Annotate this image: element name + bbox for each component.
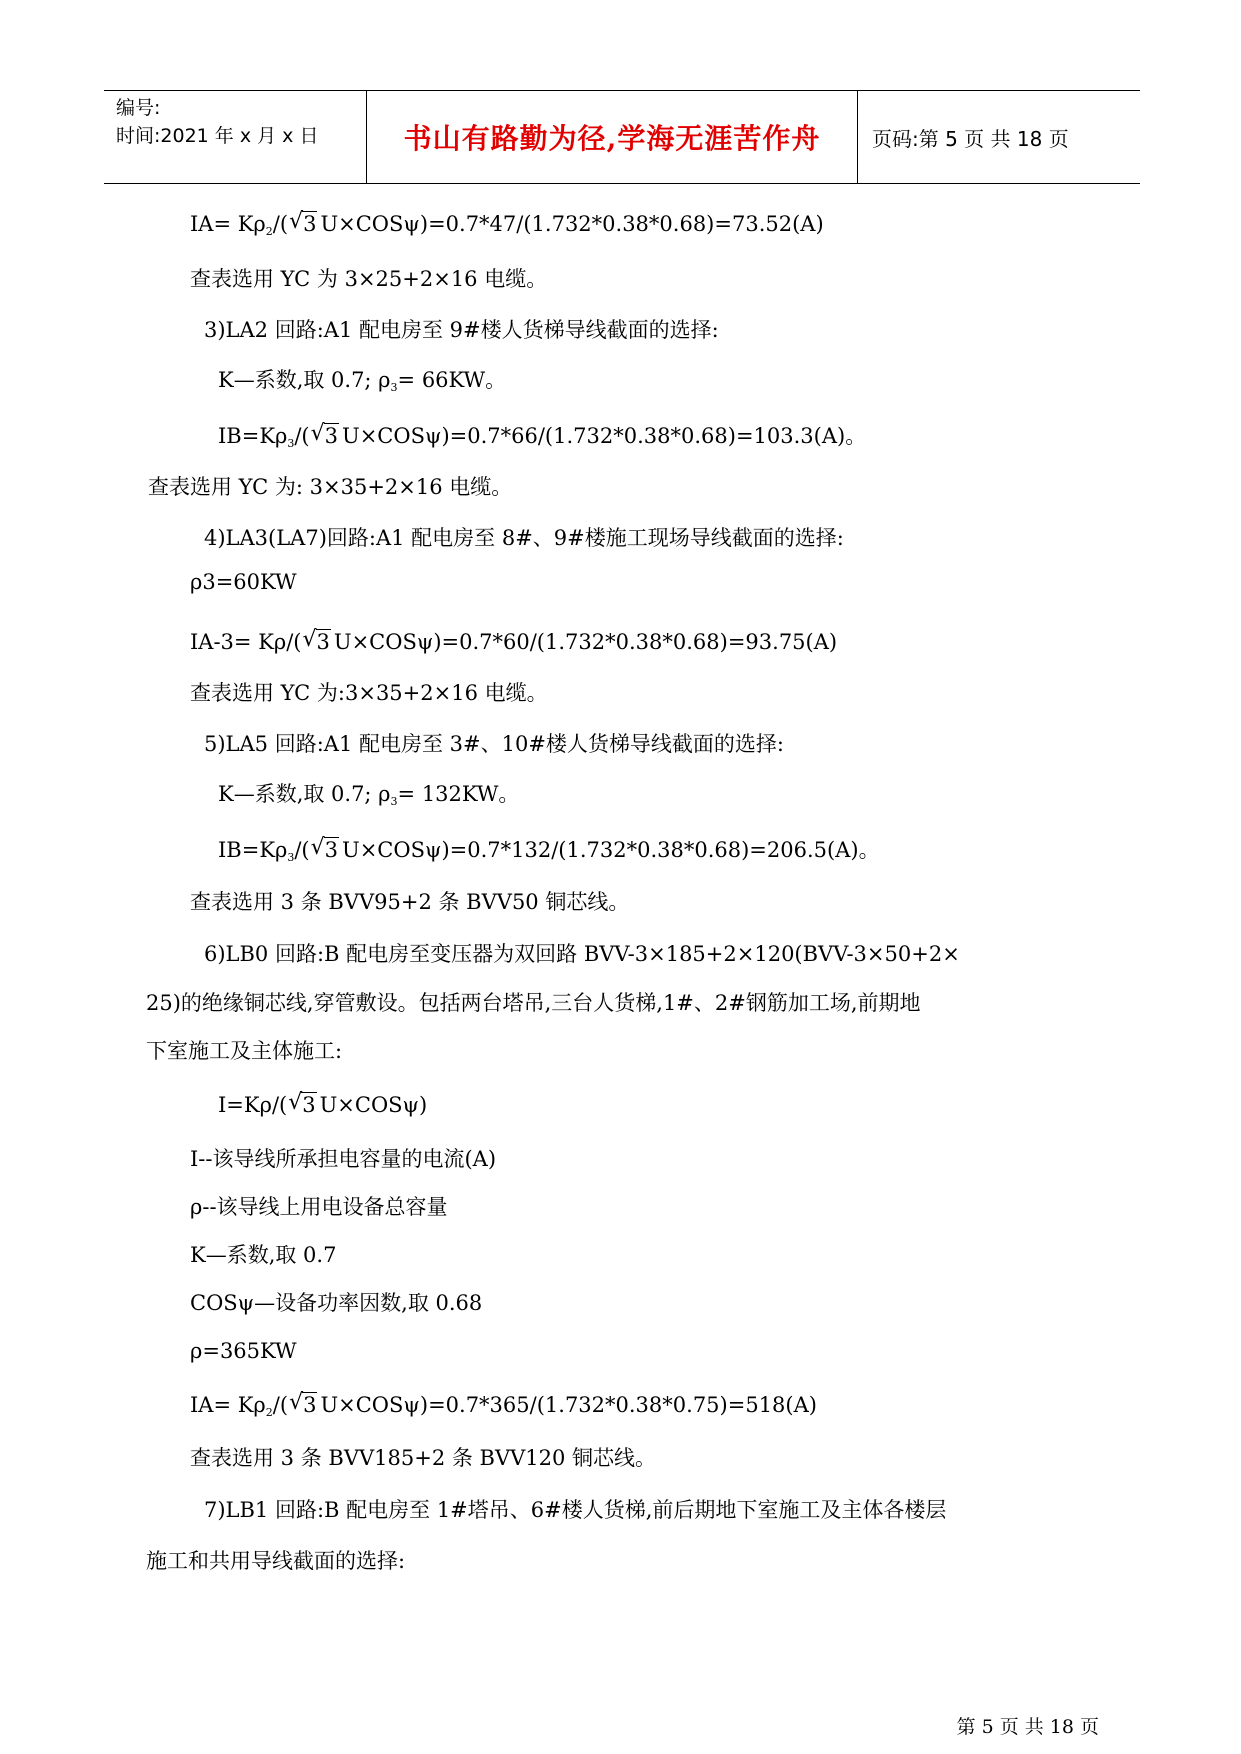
page-header — [104, 90, 1140, 184]
text-line: COSψ—设备功率因数,取 0.68 — [190, 1291, 483, 1315]
text-line: 4)LA3(LA7)回路:A1 配电房至 8#、9#楼施工现场导线截面的选择: — [204, 526, 844, 550]
page-footer: 第 5 页 共 18 页 — [956, 1716, 1099, 1738]
header-meta-cell — [104, 91, 367, 183]
text-line: 查表选用 YC 为 3×25+2×16 电缆。 — [190, 267, 548, 291]
text-line: $IB=K\rho_3/(√$ 3 U×COSψ)=0.7*66/(1.732*0.38*0.68)=103.3(A)。 — [218, 422, 866, 458]
text-line: 6)LB0 回路:B 配电房至变压器为双回路 BVV-3×185+2×120(BVV-3×50+2× — [204, 942, 960, 966]
text-line: 查表选用 3 条 BVV185+2 条 BVV120 铜芯线。 — [190, 1446, 657, 1470]
square-root-symbol: √ 3 — [305, 628, 331, 656]
text-line: IA-3= Kρ/(√ 3 U×COSψ)=0.7*60/(1.732*0.38*0.68)=93.75(A) — [190, 628, 837, 656]
text-line: 7)LB1 回路:B 配电房至 1#塔吊、6#楼人货梯,前后期地下室施工及主体各楼层 — [204, 1498, 947, 1522]
text-line: K—系数,取 0.7; $\rho_3= 66KW$。 — [218, 368, 507, 394]
document-number-label: 编号: — [116, 97, 161, 119]
header-motto-cell — [367, 91, 858, 183]
text-line: 施工和共用导线截面的选择: — [146, 1549, 406, 1573]
text-line: ρ--该导线上用电设备总容量 — [190, 1195, 448, 1219]
text-line: $IA= K\rho_2/(√$ 3 U×COSψ)=0.7*47/(1.732*0.38*0.68)=73.52(A) — [190, 210, 824, 246]
text-line: ρ=365KW — [190, 1339, 297, 1363]
header-motto: 书山有路勤为径,学海无涯苦作舟 — [403, 122, 821, 155]
header-page-number: 页码:第 5 页 共 18 页 — [872, 126, 1069, 151]
document-time-label: 时间:2021 年 x 月 x 日 — [116, 125, 319, 147]
text-line: 3)LA2 回路:A1 配电房至 9#楼人货梯导线截面的选择: — [204, 318, 719, 342]
square-root-symbol: √ 3 — [291, 210, 317, 238]
text-line: K—系数,取 0.7; $\rho_3= 132KW$。 — [218, 782, 520, 808]
text-line: 下室施工及主体施工: — [146, 1039, 343, 1063]
text-line: 查表选用 3 条 BVV95+2 条 BVV50 铜芯线。 — [190, 890, 630, 914]
text-line: ρ3=60KW — [190, 570, 297, 594]
text-line: 5)LA5 回路:A1 配电房至 3#、10#楼人货梯导线截面的选择: — [204, 732, 785, 756]
square-root-symbol: √ 3 — [313, 422, 339, 450]
text-line: I=Kρ/(√ 3 U×COSψ) — [218, 1091, 427, 1119]
text-line: I--该导线所承担电容量的电流(A) — [190, 1147, 497, 1171]
square-root-symbol: √ 3 — [290, 1091, 316, 1119]
square-root-symbol: √ 3 — [313, 836, 339, 864]
text-line: K—系数,取 0.7 — [190, 1243, 337, 1267]
text-line: 查表选用 YC 为:3×35+2×16 电缆。 — [190, 681, 548, 705]
text-line: $IB=K\rho_3/(√$ 3 U×COSψ)=0.7*132/(1.732*0.38*0.68)=206.5(A)。 — [218, 836, 880, 872]
text-line: 查表选用 YC 为: 3×35+2×16 电缆。 — [148, 475, 513, 499]
text-line: $IA= K\rho_2/(√$ 3 U×COSψ)=0.7*365/(1.732*0.38*0.75)=518(A) — [190, 1391, 817, 1427]
header-page-cell — [858, 91, 1140, 183]
text-line: 25)的绝缘铜芯线,穿管敷设。包括两台塔吊,三台人货梯,1#、2#钢筋加工场,前期地 — [146, 991, 921, 1015]
square-root-symbol: √ 3 — [291, 1391, 317, 1419]
